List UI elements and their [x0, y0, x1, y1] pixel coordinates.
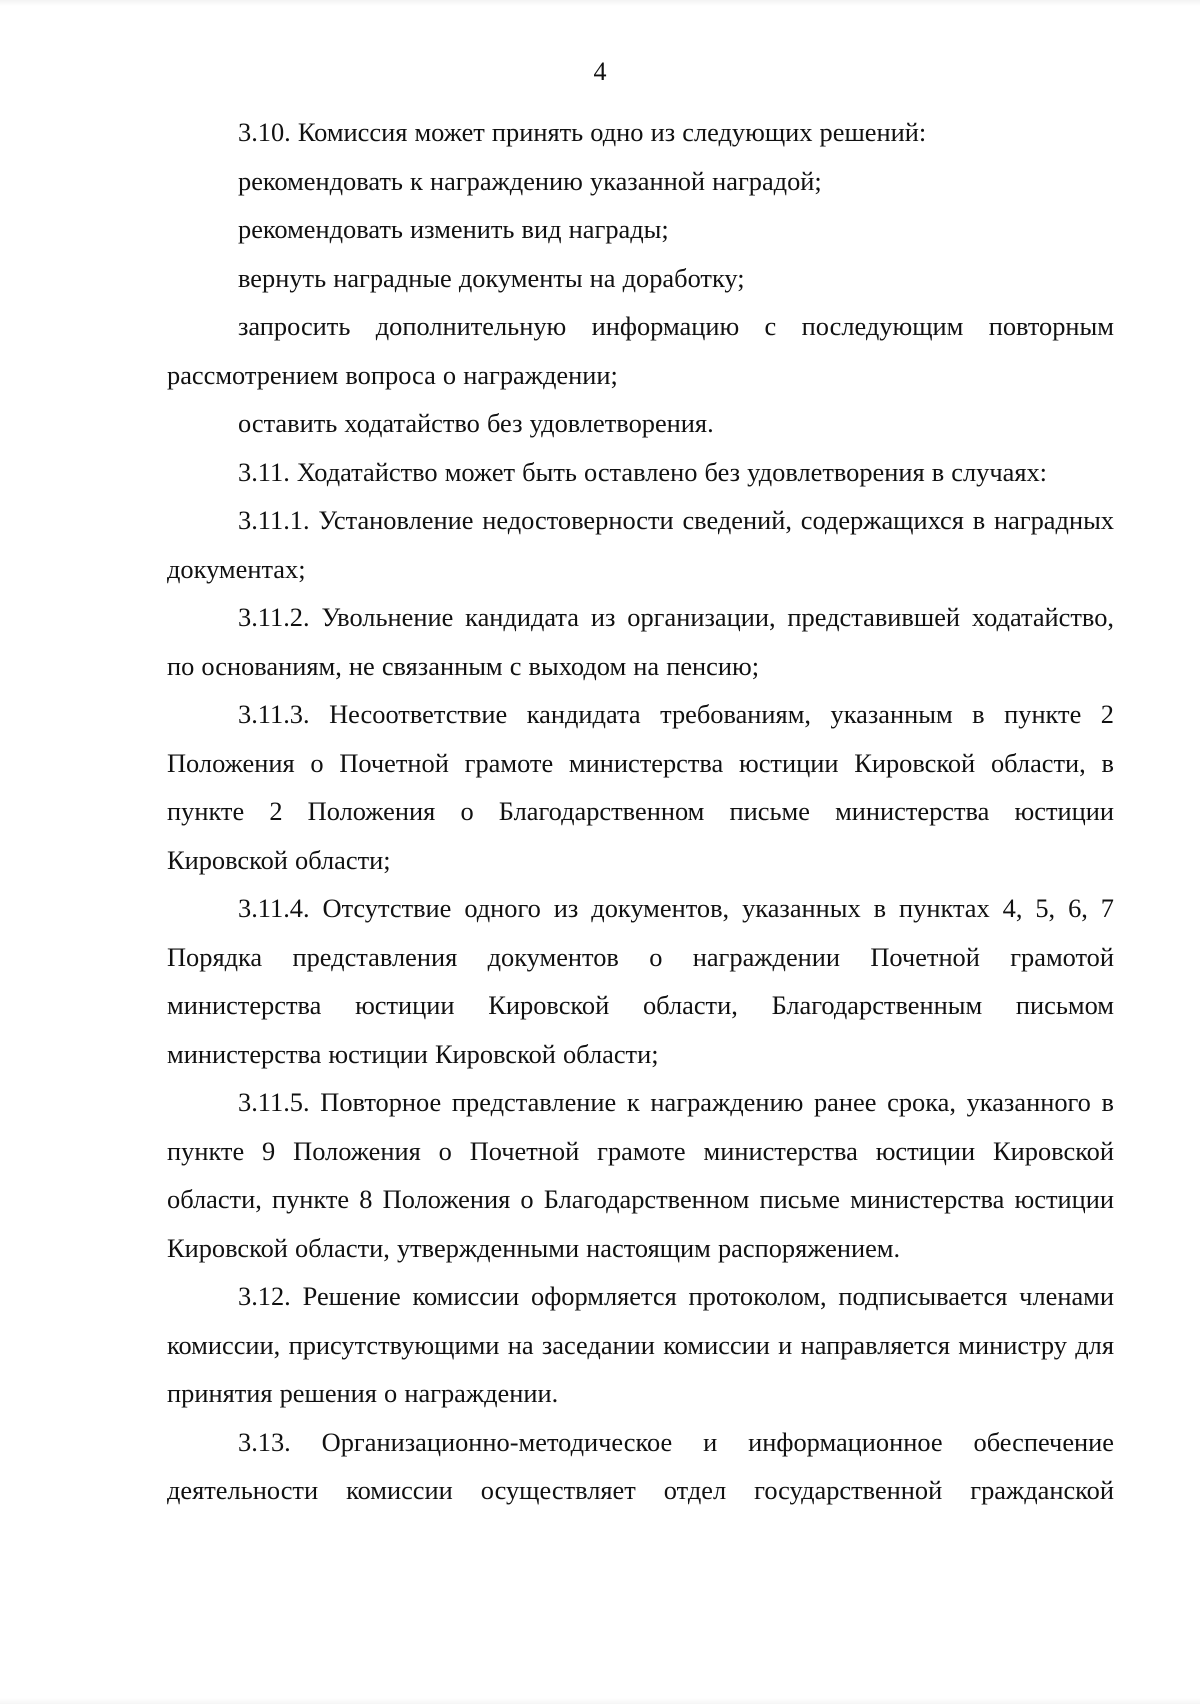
list-item-request-info: запросить дополнительную информацию с последующим повторным рассмотрением вопроса о награждении; [167, 311, 1114, 390]
scan-edge-top [0, 0, 1200, 6]
list-item-return-documents: вернуть наградные документы на доработку; [238, 262, 745, 293]
paragraph-3-11-2: 3.11.2. Увольнение кандидата из организации, представившей ходатайство, по основаниям, не связанным с выходом на пенсию; [167, 602, 1114, 681]
page-number: 4 [593, 57, 607, 86]
paragraph-3-11-3: 3.11.3. Несоответствие кандидата требованиям, указанным в пункте 2 Положения о Почетной грамоте министерства юстиции Кировской области, в пункте 2 Положения о Благодарственном письме министерства юстиции Кировской области; [167, 699, 1114, 875]
paragraph-3-13: 3.13. Организационно-методическое и информационное обеспечение деятельности комиссии осуществляет отдел государственной гражданской [167, 1426, 1114, 1505]
paragraph-3-11-1: 3.11.1. Установление недостоверности сведений, содержащихся в наградных документах; [167, 505, 1114, 584]
paragraph-3-11-4: 3.11.4. Отсутствие одного из документов, указанных в пунктах 4, 5, 6, 7 Порядка представления документов о награждении Почетной грамотой министерства юстиции Кировской области, Благодарственным письмом министерства юстиции Кировской области; [167, 893, 1114, 1069]
list-item-recommend-change: рекомендовать изменить вид награды; [238, 214, 669, 244]
paragraph-3-10: 3.10. Комиссия может принять одно из следующих решений: [238, 117, 927, 147]
scan-edge-bottom [0, 1698, 1200, 1704]
document-body [167, 108, 1114, 1515]
list-item-leave-unsatisfied: оставить ходатайство без удовлетворения. [238, 408, 714, 438]
paragraph-3-11-5: 3.11.5. Повторное представление к награждению ранее срока, указанного в пункте 9 Положения о Почетной грамоте министерства юстиции Кировской области, пункте 8 Положения о Благодарственном письме министерства юстиции Кировской области, утвержденными настоящим распоряжением. [167, 1087, 1114, 1263]
paragraph-3-11: 3.11. Ходатайство может быть оставлено без удовлетворения в случаях: [238, 456, 1048, 487]
list-item-recommend-award: рекомендовать к награждению указанной наградой; [238, 165, 822, 196]
paragraph-3-12: 3.12. Решение комиссии оформляется протоколом, подписывается членами комиссии, присутствующими на заседании комиссии и направляется министру для принятия решения о награждении. [167, 1281, 1114, 1408]
